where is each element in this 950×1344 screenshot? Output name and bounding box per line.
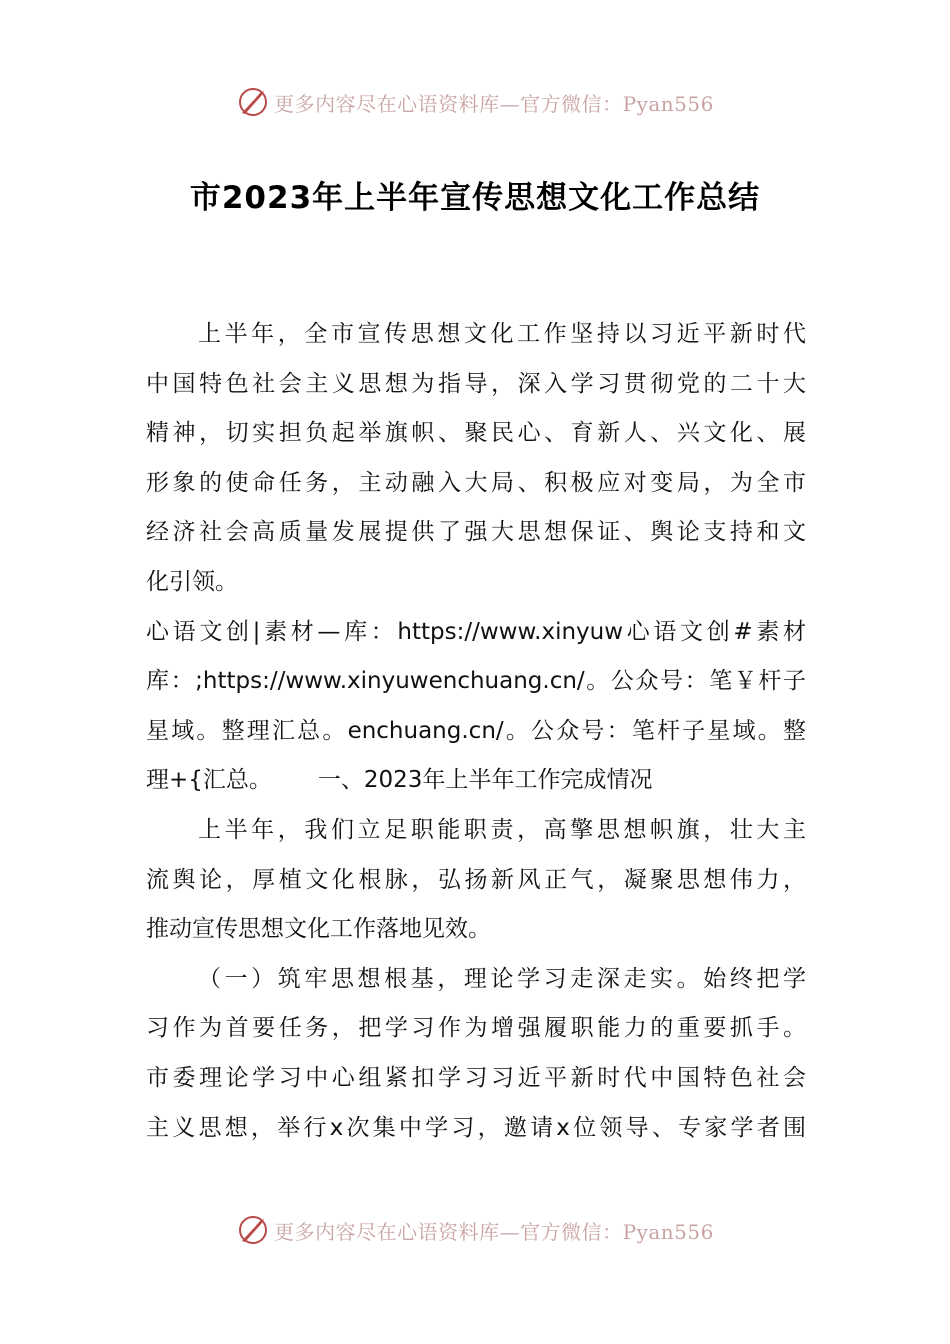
header-banner	[0, 82, 950, 122]
paragraph-line: 化引领。	[146, 568, 238, 595]
watermark-text-line: 库：;https://www.xinyuwenchuang.cn/。公众号：笔￥杆子	[146, 668, 806, 695]
paragraph-line: （一）筑牢思想根基，理论学习走深走实。始终把学	[198, 965, 806, 992]
paragraph-line: 中国特色社会主义思想为指导，深入学习贯彻党的二十大	[146, 370, 806, 397]
paragraph-line: 流舆论，厚植文化根脉，弘扬新风正气，凝聚思想伟力，	[146, 866, 806, 893]
footer-banner-text: 更多内容尽在心语资料库—官方微信：Pyan556	[274, 1219, 714, 1244]
paragraph-line: 精神，切实担负起举旗帜、聚民心、育新人、兴文化、展	[146, 420, 806, 447]
watermark-text-line: 星域。整理汇总。enchuang.cn/。公众号：笔杆子星域。整	[146, 717, 806, 744]
header-banner-text: 更多内容尽在心语资料库—官方微信：Pyan556	[274, 91, 714, 116]
paragraph-line: 市委理论学习中心组紧扣学习习近平新时代中国特色社会	[146, 1064, 806, 1091]
paragraph-line: 推动宣传思想文化工作落地见效。	[146, 916, 491, 943]
section-heading: 一、2023年上半年工作完成情况	[317, 767, 653, 794]
paragraph-line: 主义思想，举行x次集中学习，邀请x位领导、专家学者围	[146, 1114, 806, 1141]
watermark-text-line	[146, 756, 806, 806]
paragraph-line: 经济社会高质量发展提供了强大思想保证、舆论支持和文	[146, 519, 806, 546]
document-title: 市2023年上半年宣传思想文化工作总结	[189, 180, 761, 216]
quill-logo-icon	[236, 85, 270, 119]
watermark-text-line: 心语文创|素材—库：https://www.xinyuw心语文创#素材	[146, 618, 806, 645]
paragraph-line: 上半年，全市宣传思想文化工作坚持以习近平新时代	[198, 321, 806, 347]
paragraph-line: 形象的使命任务，主动融入大局、积极应对变局，为全市	[146, 469, 806, 496]
quill-logo-icon	[236, 1213, 270, 1247]
footer-banner	[0, 1210, 950, 1250]
watermark-text-end: 理+{汇总。	[146, 767, 272, 794]
paragraph-line: 习作为首要任务，把学习作为增强履职能力的重要抓手。	[146, 1015, 806, 1042]
paragraph-line: 上半年，我们立足职能职责，高擎思想帜旗，壮大主	[198, 816, 806, 843]
document-body	[146, 310, 806, 1153]
